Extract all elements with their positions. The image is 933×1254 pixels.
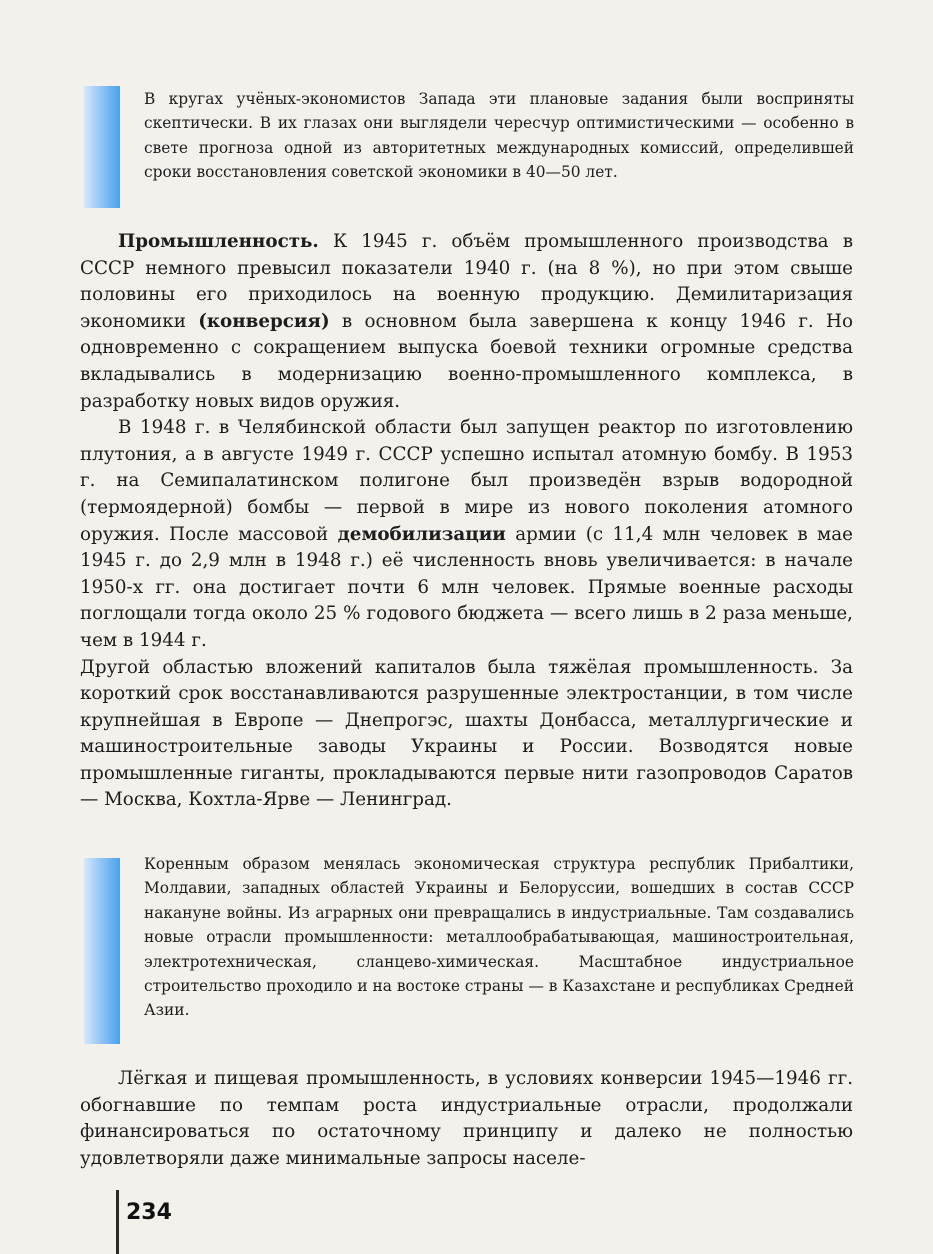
term-industry: Промышленность. xyxy=(118,231,319,252)
aside-marker-bar xyxy=(84,858,120,1044)
paragraph-industry: Промышленность. К 1945 г. объём промышленного производства в СССР немного превысил показатели 1940 г. (на 8 %), но при этом свыше половины его приходилось на военную продукцию. Демилитаризация экономики (конверсия) в основном была завершена к концу 1946 г. Но одновременно с сокращением выпуска боевой техники огромные средства вкладывались в модернизацию военно-промышленного комплекса, в разработку новых видов оружия. xyxy=(80,231,853,412)
term-conversion: (конверсия) xyxy=(198,310,330,332)
aside-block-western-economists: В кругах учёных-экономистов Запада эти плановые задания были восприняты скептически. В их глазах они выглядели чересчур оптимистическими — особенно в свете прогноза одной из авторитетных международных комиссий, определившей сроки восстановления советской экономики в 40—50 лет. xyxy=(144,90,854,182)
aside-marker-bar xyxy=(84,86,120,208)
paragraph-heavy-industry: Другой областью вложений капиталов была тяжёлая промышленность. За короткий срок восстанавливаются разрушенные электростанции, в том числе крупнейшая в Европе — Днепрогэс, шахты Донбасса, металлургические и машиностроительные заводы Украины и России. Возводятся новые промышленные гиганты, прокладываются первые нити газопроводов Саратов — Москва, Кохтла-Ярве — Ленинград. xyxy=(80,656,853,811)
aside-block-republics: Коренным образом менялась экономическая структура республик Прибалтики, Молдавии, западных областей Украины и Белоруссии, вошедших в состав СССР накануне войны. Из аграрных они превращались в индустриальные. Там создавались новые отрасли промышленности: металлообрабатывающая, машиностроительная, электротехническая, сланцево-химическая. Масштабное индустриальное строительство проходило и на востоке страны — в Казахстане и республиках Средней Азии. xyxy=(144,855,854,1020)
term-demobilization: демобилизации xyxy=(337,523,506,545)
page-number: 234 xyxy=(126,1200,172,1225)
main-text-continued xyxy=(80,1066,853,1172)
paragraph-light-industry: Лёгкая и пищевая промышленность, в условиях конверсии 1945—1946 гг. обогнавшие по темпам роста индустриальные отрасли, продолжали финансироваться по остаточному принципу и далеко не полностью удовлетворяли даже минимальные запросы населе- xyxy=(80,1068,853,1169)
page-number-rule xyxy=(116,1190,119,1254)
paragraph-atomic: В 1948 г. в Челябинской области был запущен реактор по изготовлению плутония, а в августе 1949 г. СССР успешно испытал атомную бомбу. В 1953 г. на Семипалатинском полигоне был произведён взрыв водородной (термоядерной) бомбы — первой в мире из нового поколения атомного оружия. После массовой демобилизации армии (с 11,4 млн человек в мае 1945 г. до 2,9 млн в 1948 г.) её численность вновь увеличивается: в начале 1950-х гг. она достигает почти 6 млн человек. Прямые военные расходы поглощали тогда около 25 % годового бюджета — всего лишь в 2 раза меньше, чем в 1944 г. xyxy=(80,417,853,651)
main-text xyxy=(80,229,853,814)
